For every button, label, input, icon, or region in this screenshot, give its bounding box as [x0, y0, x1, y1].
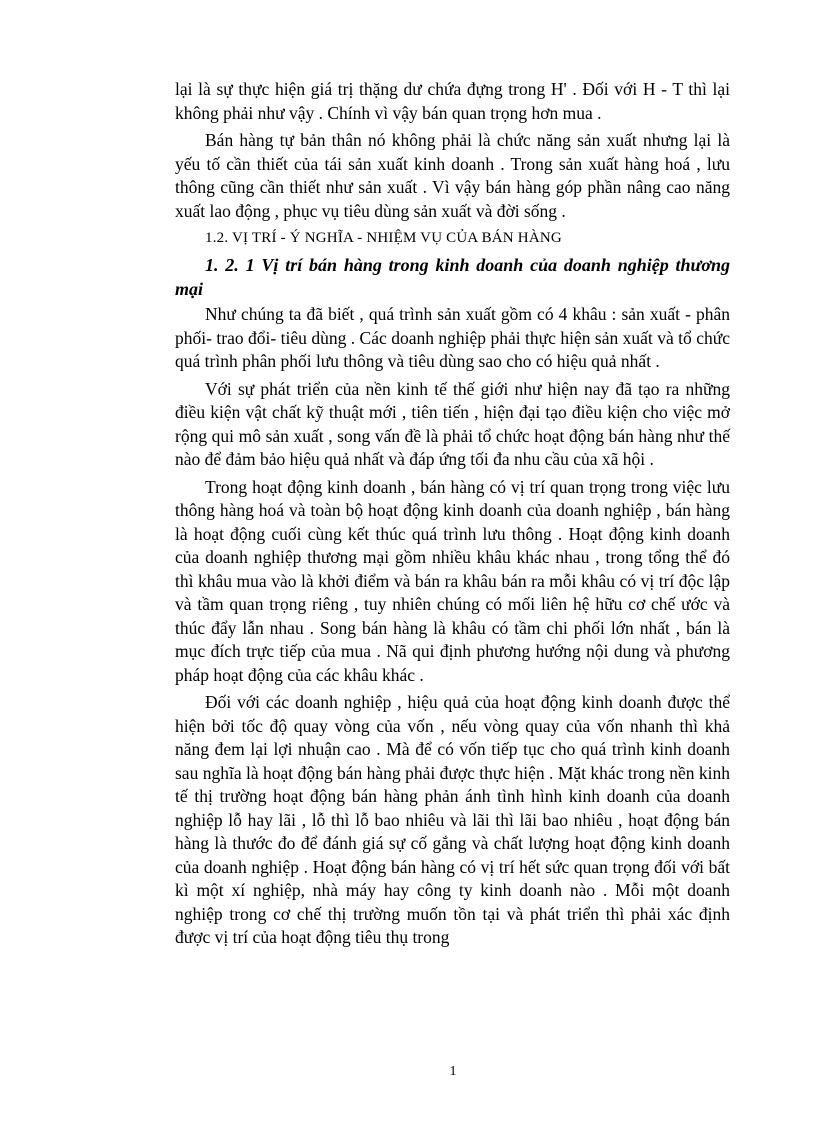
body-paragraph-2: Với sự phát triển của nền kinh tế thế giới như hiện nay đã tạo ra những điều kiện vật chất kỹ thuật mới , tiên tiến , hiện đại tạo điều kiện cho việc mở rộng qui mô sản xuất , song vấn đề là phải tổ chức hoạt động bán hàng như thế nào để đảm bảo hiệu quả nhất và đáp ứng tối đa nhu cầu của xã hội .: [175, 378, 730, 469]
section-heading: 1.2. VỊ TRÍ - Ý NGHĨA - NHIỆM VỤ CỦA BÁN HÀNG: [205, 230, 562, 246]
paragraph-continuation: lại là sự thực hiện giá trị thặng dư chứa đựng trong H' . Đối với H - T thì lại không phải như vậy . Chính vì vậy bán quan trọng hơn mua .: [175, 79, 730, 123]
body-paragraph-3: Trong hoạt động kinh doanh , bán hàng có vị trí quan trọng trong việc lưu thông hàng hoá và toàn bộ hoạt động kinh doanh của doanh nghiệp , bán hàng là hoạt động cuối cùng kết thúc quá trình lưu thông . Hoạt động kinh doanh của doanh nghiệp thương mại gồm nhiều khâu khác nhau , trong tổng thể đó thì khâu mua vào là khởi điểm và bán ra khâu bán ra mỗi khâu có vị trí độc lập và tầm quan trọng riêng , tuy nhiên chúng có mối liên hệ hữu cơ chế ước và thúc đẩy lẫn nhau . Song bán hàng là khâu có tầm chi phối lớn nhất , bán là mục đích trực tiếp của mua . Nã qui định phương hướng nội dung và phương pháp hoạt động của các khâu khác .: [175, 476, 730, 685]
paragraph-sales-importance: Bán hàng tự bản thân nó không phải là chức năng sản xuất nhưng lại là yếu tố cần thiết của tái sản xuất kinh doanh . Trong sản xuất hàng hoá , lưu thông cũng cần thiết như sản xuất . Vì vậy bán hàng góp phần nâng cao năng xuất lao động , phục vụ tiêu dùng sản xuất và đời sống .: [175, 130, 730, 221]
body-paragraph-1: Như chúng ta đã biết , quá trình sản xuất gồm có 4 khâu : sản xuất - phân phối- trao đổi- tiêu dùng . Các doanh nghiệp phải thực hiện sản xuất và tổ chức quá trình phân phối lưu thông và tiêu dùng sao cho có hiệu quả nhất .: [175, 304, 730, 371]
body-paragraph-4: Đối với các doanh nghiệp , hiệu quả của hoạt động kinh doanh được thể hiện bởi tốc độ quay vòng của vốn , nếu vòng quay của vốn nhanh thì khả năng đem lại lợi nhuận cao . Mà để có vốn tiếp tục cho quá trình kinh doanh sau nghĩa là hoạt động bán hàng phải được thực hiện . Mặt khác trong nền kinh tế thị trường hoạt động bán hàng phản ánh tình hình kinh doanh của doanh nghiệp lỗ hay lãi , lỗ thì lỗ bao nhiêu và lãi thì lãi bao nhiêu , hoạt động bán hàng là thước đo để đánh giá sự cố gắng và chất lượng hoạt động kinh doanh của doanh nghiệp . Hoạt động bán hàng có vị trí hết sức quan trọng đối với bất kì một xí nghiệp, nhà máy hay công ty kinh doanh nào . Mỗi một doanh nghiệp trong cơ chế thị trường muốn tồn tại và phát triển thì phải xác định được vị trí của hoạt động tiêu thụ trong: [175, 692, 730, 947]
page-number: 1: [449, 1064, 457, 1079]
page-content: [175, 78, 730, 954]
subsection-heading: 1. 2. 1 Vị trí bán hàng trong kinh doanh của doanh nghiệp thương mại: [175, 255, 730, 299]
